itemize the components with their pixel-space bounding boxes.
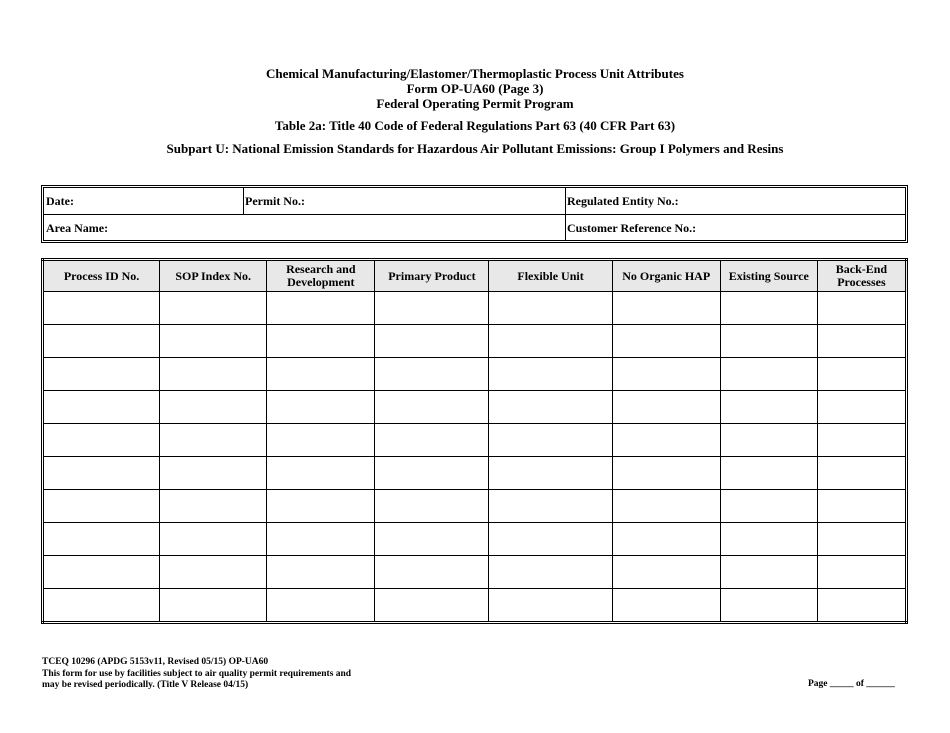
table-cell[interactable]: [43, 325, 160, 358]
table-cell[interactable]: [612, 490, 720, 523]
table-cell[interactable]: [160, 292, 267, 325]
table-cell[interactable]: [817, 556, 906, 589]
table-cell[interactable]: [267, 589, 375, 623]
table-cell[interactable]: [720, 424, 817, 457]
table-cell[interactable]: [720, 490, 817, 523]
table-cell[interactable]: [160, 589, 267, 623]
table-cell[interactable]: [817, 523, 906, 556]
table-cell[interactable]: [267, 424, 375, 457]
table-cell[interactable]: [160, 424, 267, 457]
table-cell[interactable]: [160, 457, 267, 490]
table-cell[interactable]: [267, 490, 375, 523]
table-cell[interactable]: [489, 292, 612, 325]
table-cell[interactable]: [43, 556, 160, 589]
table-cell[interactable]: [612, 358, 720, 391]
table-cell[interactable]: [160, 358, 267, 391]
table-cell[interactable]: [817, 589, 906, 623]
attributes-table: [41, 258, 908, 624]
table-cell[interactable]: [720, 589, 817, 623]
table-cell[interactable]: [160, 490, 267, 523]
table-cell[interactable]: [817, 358, 906, 391]
table-cell[interactable]: [160, 325, 267, 358]
table-row: [43, 358, 907, 391]
table-cell[interactable]: [43, 589, 160, 623]
table-cell[interactable]: [375, 292, 489, 325]
table-cell[interactable]: [267, 457, 375, 490]
table-cell[interactable]: [375, 424, 489, 457]
regulated-entity-field[interactable]: Regulated Entity No.:: [567, 194, 679, 208]
table-cell[interactable]: [817, 325, 906, 358]
table-cell[interactable]: [612, 424, 720, 457]
table-cell[interactable]: [612, 523, 720, 556]
table-header-row: [43, 260, 907, 292]
table-row: [43, 391, 907, 424]
table-cell[interactable]: [720, 358, 817, 391]
subpart-title: Subpart U: National Emission Standards for Hazardous Air Pollutant Emissions: Group I Polymers and Resins: [166, 141, 784, 156]
table-cell[interactable]: [267, 391, 375, 424]
table-cell[interactable]: [612, 457, 720, 490]
table-cell[interactable]: [817, 457, 906, 490]
date-field[interactable]: Date:: [46, 194, 74, 208]
info-table: [41, 185, 908, 243]
table-cell[interactable]: [720, 325, 817, 358]
table-row: [43, 325, 907, 358]
table-cell[interactable]: [489, 457, 612, 490]
table-cell[interactable]: [817, 391, 906, 424]
table-row: [43, 523, 907, 556]
table-cell[interactable]: [160, 556, 267, 589]
table-cell[interactable]: [267, 556, 375, 589]
table-cell[interactable]: [489, 325, 612, 358]
table-cell[interactable]: [612, 391, 720, 424]
table-cell[interactable]: [720, 556, 817, 589]
table-cell[interactable]: [43, 523, 160, 556]
table-cell[interactable]: [375, 457, 489, 490]
table-cell[interactable]: [612, 589, 720, 623]
table-cell[interactable]: [489, 424, 612, 457]
table-row: [43, 424, 907, 457]
col-sop-index: SOP Index No.: [160, 260, 267, 292]
table-cell[interactable]: [489, 391, 612, 424]
table-cell[interactable]: [43, 391, 160, 424]
table-row: [43, 589, 907, 623]
table-cell[interactable]: [612, 325, 720, 358]
page-number: Page _____ of ______: [808, 679, 895, 689]
program-name: Federal Operating Permit Program: [376, 96, 574, 111]
table-cell[interactable]: [375, 556, 489, 589]
table-row: [43, 292, 907, 325]
table-cell[interactable]: [489, 523, 612, 556]
col-existing-source: Existing Source: [720, 260, 817, 292]
table-cell[interactable]: [160, 523, 267, 556]
table-cell[interactable]: [375, 325, 489, 358]
col-back-end-processes: Back-End Processes: [817, 260, 906, 292]
col-process-id: Process ID No.: [43, 260, 160, 292]
table-row: [43, 556, 907, 589]
table-cell[interactable]: [720, 457, 817, 490]
table-cell[interactable]: [43, 490, 160, 523]
table-cell[interactable]: [612, 292, 720, 325]
footer-form-id: TCEQ 10296 (APDG 5153v11, Revised 05/15) OP-UA60: [42, 657, 269, 667]
table-cell[interactable]: [817, 490, 906, 523]
table-cell[interactable]: [375, 490, 489, 523]
table-cell[interactable]: [817, 424, 906, 457]
footer-usage-note: This form for use by facilities subject to air quality permit requirements and: [42, 668, 352, 679]
table-cell[interactable]: [267, 523, 375, 556]
footer-revision-note: may be revised periodically. (Title V Release 04/15): [42, 680, 249, 690]
table-cell[interactable]: [43, 292, 160, 325]
customer-reference-field[interactable]: Customer Reference No.:: [567, 221, 697, 235]
table-row: [43, 457, 907, 490]
form-title: Chemical Manufacturing/Elastomer/Thermoplastic Process Unit Attributes: [266, 66, 684, 81]
col-research-development: Research and Development: [267, 260, 375, 292]
table-cell[interactable]: [375, 523, 489, 556]
form-footer: [42, 657, 351, 692]
table-cell[interactable]: [817, 292, 906, 325]
table-cell[interactable]: [612, 556, 720, 589]
table-cell[interactable]: [160, 391, 267, 424]
table-cell[interactable]: [43, 358, 160, 391]
table-cell[interactable]: [720, 292, 817, 325]
table-title: Table 2a: Title 40 Code of Federal Regulations Part 63 (40 CFR Part 63): [274, 118, 676, 133]
table-cell[interactable]: [375, 391, 489, 424]
table-cell[interactable]: [43, 457, 160, 490]
table-cell[interactable]: [720, 391, 817, 424]
table-cell[interactable]: [267, 358, 375, 391]
table-cell[interactable]: [489, 490, 612, 523]
table-cell[interactable]: [489, 358, 612, 391]
table-cell[interactable]: [375, 358, 489, 391]
col-no-organic-hap: No Organic HAP: [612, 260, 720, 292]
form-number: Form OP-UA60 (Page 3): [406, 81, 544, 96]
col-flexible-unit: Flexible Unit: [489, 260, 612, 292]
table-cell[interactable]: [43, 424, 160, 457]
table-cell[interactable]: [489, 556, 612, 589]
table-cell[interactable]: [267, 292, 375, 325]
table-cell[interactable]: [375, 589, 489, 623]
col-primary-product: Primary Product: [375, 260, 489, 292]
table-cell[interactable]: [489, 589, 612, 623]
table-cell[interactable]: [720, 523, 817, 556]
area-name-field[interactable]: Area Name:: [46, 221, 109, 235]
table-row: [43, 490, 907, 523]
permit-number-field[interactable]: Permit No.:: [245, 194, 305, 208]
table-cell[interactable]: [267, 325, 375, 358]
